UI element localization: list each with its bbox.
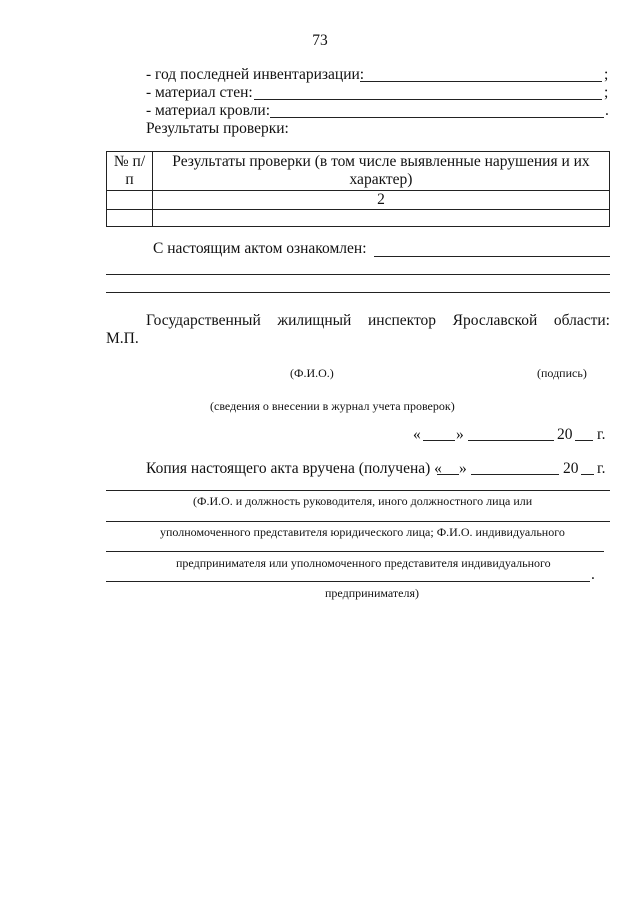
date-year-line[interactable] bbox=[575, 440, 593, 441]
copy-quote-close: » bbox=[459, 460, 467, 477]
signature-caption: (подпись) bbox=[537, 366, 587, 380]
header-num: № п/п bbox=[107, 152, 153, 191]
acquainted-line-2[interactable] bbox=[106, 274, 610, 275]
recipient-line-1[interactable] bbox=[106, 490, 610, 491]
acquainted-line-3[interactable] bbox=[106, 292, 610, 293]
journal-caption: (сведения о внесении в журнал учета проверок) bbox=[210, 399, 455, 413]
index-cell-2: 2 bbox=[153, 191, 610, 210]
copy-month-line[interactable] bbox=[471, 474, 559, 475]
field-walls-label: - материал стен: bbox=[146, 84, 253, 101]
copy-suffix: г. bbox=[597, 460, 606, 477]
date-quote-close: » bbox=[456, 426, 464, 443]
field-roof-label: - материал кровли: bbox=[146, 102, 271, 119]
field-inventory-label: - год последней инвентаризации: bbox=[146, 66, 365, 83]
copy-label: Копия настоящего акта вручена (получена) « bbox=[146, 460, 442, 477]
acquainted-label: С настоящим актом ознакомлен: bbox=[153, 240, 367, 257]
recipient-line-3[interactable] bbox=[106, 551, 604, 552]
inspector-label: Государственный жилищный инспектор Ярославской области: bbox=[146, 312, 610, 329]
field-walls-line[interactable] bbox=[254, 99, 602, 100]
date-month-line[interactable] bbox=[468, 440, 554, 441]
date-suffix: г. bbox=[597, 426, 606, 443]
index-cell-1 bbox=[107, 191, 153, 210]
recipient-line-2[interactable] bbox=[106, 521, 610, 522]
field-roof-end: . bbox=[605, 102, 609, 119]
page-number: 73 bbox=[312, 32, 328, 49]
recipient-caption-1: (Ф.И.О. и должность руководителя, иного должностного лица или bbox=[193, 494, 533, 508]
table-row[interactable] bbox=[107, 210, 610, 227]
recipient-caption-2: уполномоченного представителя юридического лица; Ф.И.О. индивидуального bbox=[160, 525, 565, 539]
copy-day-line[interactable] bbox=[437, 474, 459, 475]
copy-year-line[interactable] bbox=[581, 474, 594, 475]
field-walls-end: ; bbox=[604, 84, 609, 101]
recipient-caption-4: предпринимателя) bbox=[325, 586, 419, 600]
field-roof-line[interactable] bbox=[270, 117, 604, 118]
results-heading: Результаты проверки: bbox=[146, 120, 289, 137]
date-year: 20 bbox=[557, 426, 573, 443]
field-inventory-end: ; bbox=[604, 66, 609, 83]
field-inventory-line[interactable] bbox=[360, 81, 602, 82]
table-index-row bbox=[107, 191, 610, 210]
acquainted-line[interactable] bbox=[374, 256, 610, 257]
results-table bbox=[106, 151, 610, 227]
recipient-caption-3: предпринимателя или уполномоченного представителя индивидуального bbox=[176, 556, 551, 570]
table-header-row bbox=[107, 152, 610, 191]
date-day-line[interactable] bbox=[423, 440, 455, 441]
recipient-line-4[interactable] bbox=[106, 581, 590, 582]
table-cell[interactable] bbox=[153, 210, 610, 227]
date-quote-open: « bbox=[413, 426, 421, 443]
recipient-period: . bbox=[591, 566, 595, 583]
header-results: Результаты проверки (в том числе выявленные нарушения и их характер) bbox=[153, 152, 610, 191]
fio-caption: (Ф.И.О.) bbox=[290, 366, 334, 380]
copy-year: 20 bbox=[563, 460, 579, 477]
stamp-place: М.П. bbox=[106, 330, 139, 347]
table-cell[interactable] bbox=[107, 210, 153, 227]
